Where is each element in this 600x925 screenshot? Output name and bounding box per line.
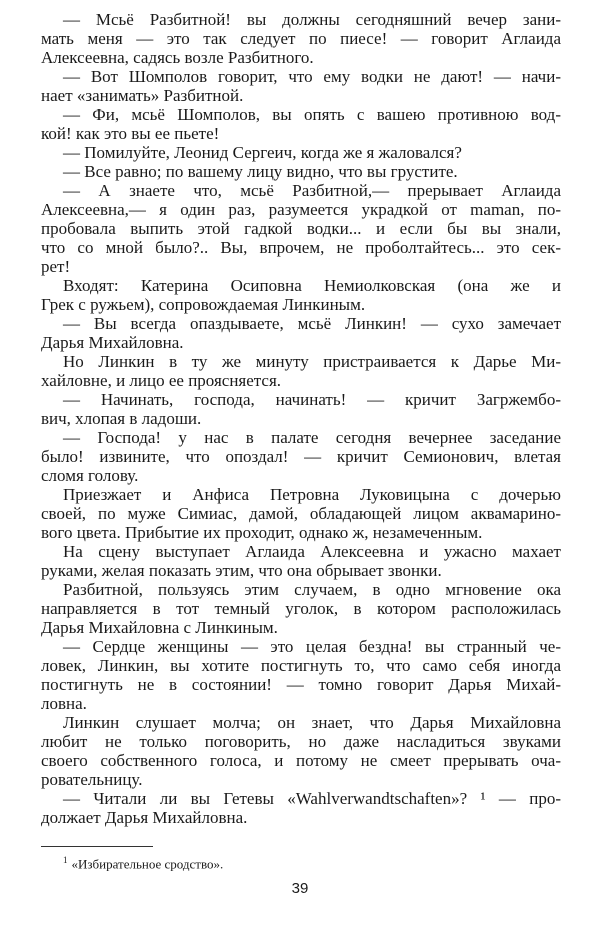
text-line: — Сердце женщины — это целая бездна! вы странный че- bbox=[63, 637, 561, 656]
page-number: 39 bbox=[291, 880, 309, 897]
text-line: Линкин слушает молча; он знает, что Дарья Михайловна bbox=[63, 713, 561, 732]
text-line: — Вот Шомполов говорит, что ему водки не дают! — начи- bbox=[63, 67, 561, 86]
text-line: вого цвета. Прибытие их проходит, однако ж, незамеченным. bbox=[41, 523, 483, 542]
text-line: Алексеевна,— я один раз, разумеется украдкой от maman, по- bbox=[41, 200, 561, 219]
text-line: любит не только поговорить, но даже насладиться звуками bbox=[41, 732, 561, 751]
footnote-mark: 1 bbox=[63, 855, 68, 865]
text-line: — Вы всегда опаздываете, мсьё Линкин! — сухо замечает bbox=[63, 314, 561, 333]
footnote-text: «Избирательное сродство». bbox=[71, 856, 224, 872]
text-line: Входят: Катерина Осиповна Немиолковская (она же и bbox=[63, 276, 561, 295]
text-line: направляется в тот темный уголок, в котором расположилась bbox=[41, 599, 561, 618]
text-line: Дарья Михайловна с Линкиным. bbox=[41, 618, 278, 637]
page-body bbox=[41, 10, 561, 827]
text-line: — А знаете что, мсьё Разбитной,— прерывает Аглаида bbox=[63, 181, 561, 200]
text-line: Разбитной, пользуясь этим случаем, в одно мгновение ока bbox=[63, 580, 561, 599]
text-line: Дарья Михайловна. bbox=[41, 333, 184, 352]
text-line: своей, по муже Симиас, дамой, обладающей лицом аквамарино- bbox=[41, 504, 561, 523]
text-line: Приезжает и Анфиса Петровна Луковицына с дочерью bbox=[63, 485, 561, 504]
text-line: — Помилуйте, Леонид Сергеич, когда же я жаловался? bbox=[63, 143, 462, 162]
text-line: кой! как это вы ее пьете! bbox=[41, 124, 220, 143]
text-line: — Фи, мсьё Шомполов, вы опять с вашею противною вод- bbox=[63, 105, 561, 124]
text-line: сломя голову. bbox=[41, 466, 139, 485]
footnote-divider bbox=[41, 846, 153, 847]
text-line: нает «занимать» Разбитной. bbox=[41, 86, 244, 105]
text-line: хайловне, и лицо ее проясняется. bbox=[41, 371, 282, 390]
text-line: постигнуть не в состоянии! — томно говорит Дарья Михай- bbox=[41, 675, 561, 694]
text-line: пробовала выпить этой гадкой водки... и если бы вы знали, bbox=[41, 219, 561, 238]
text-line: Алексеевна, садясь возле Разбитного. bbox=[41, 48, 314, 67]
text-line: было! извините, что опоздал! — кричит Семионович, влетая bbox=[41, 447, 561, 466]
text-line: — Читали ли вы Гетевы «Wahlverwandtschaften»? ¹ — про- bbox=[63, 789, 561, 808]
text-line: Но Линкин в ту же минуту пристраивается к Дарье Ми- bbox=[63, 352, 561, 371]
text-line: — Все равно; по вашему лицу видно, что вы грустите. bbox=[63, 162, 458, 181]
text-line: своего собственного голоса, и потому не смеет прерывать оча- bbox=[41, 751, 561, 770]
text-line: — Господа! у нас в палате сегодня вечернее заседание bbox=[63, 428, 561, 447]
text-line: Грек с ружьем), сопровождаемая Линкиным. bbox=[41, 295, 366, 314]
text-line: — Начинать, господа, начинать! — кричит Загржембо- bbox=[63, 390, 561, 409]
text-line: На сцену выступает Аглаида Алексеевна и ужасно махает bbox=[63, 542, 561, 561]
text-line: ровательницу. bbox=[41, 770, 143, 789]
text-line: — Мсьё Разбитной! вы должны сегодняшний вечер зани- bbox=[63, 10, 561, 29]
footnote bbox=[63, 852, 223, 872]
text-line: мать меня — это так следует по пиесе! — говорит Аглаида bbox=[41, 29, 561, 48]
text-line: руками, желая показать этим, что она обрывает звонки. bbox=[41, 561, 442, 580]
text-line: что со мной было?.. Вы, впрочем, не проболтайтесь... это сек- bbox=[41, 238, 561, 257]
text-line: вич, хлопая в ладоши. bbox=[41, 409, 202, 428]
text-line: рет! bbox=[41, 257, 71, 276]
text-line: ловна. bbox=[41, 694, 87, 713]
text-line: ловек, Линкин, вы хотите постигнуть то, что само себя иногда bbox=[41, 656, 561, 675]
text-line: должает Дарья Михайловна. bbox=[41, 808, 248, 827]
